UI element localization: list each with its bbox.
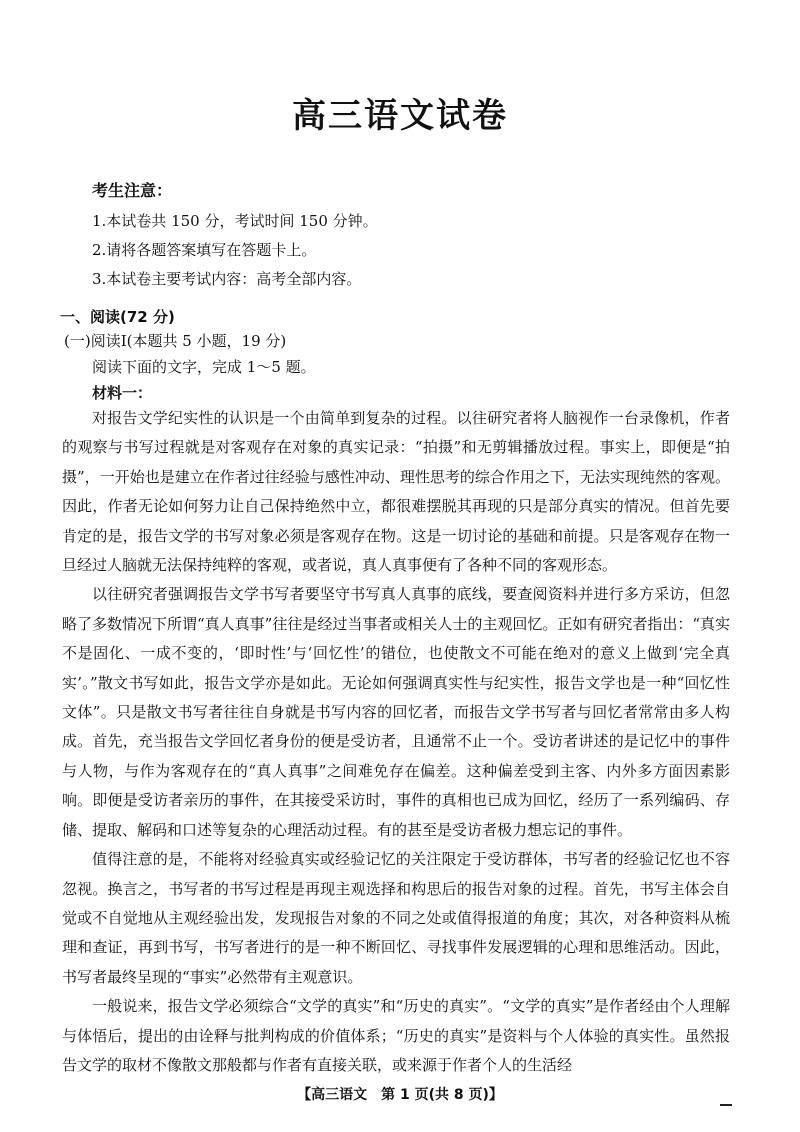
page-footer: 【高三语文 第 1 页(共 8 页)】 xyxy=(297,1087,503,1103)
examinee-notice xyxy=(92,178,692,294)
reading-instruction: 阅读下面的文字，完成 1～5 题。 xyxy=(92,358,316,376)
reading-passage xyxy=(62,404,730,1080)
notice-item: 2.请将各题答案填写在答题卡上。 xyxy=(92,241,317,259)
section-heading: 一、阅读(72 分) xyxy=(60,308,175,326)
notice-item: 3.本试卷主要考试内容：高考全部内容。 xyxy=(92,270,362,288)
passage-paragraph: 值得注意的是，不能将对经验真实或经验记忆的关注限定于受访群体，书写者的经验记忆也不容忽视。换言之，书写者的书写过程是再现主观选择和构思后的报告对象的过程。首先，书写主体会自觉或不自觉地从主观经验出发，发现报告对象的不同之处或值得报道的角度；其次，对各种资料从梳理和查证，再到书写，书写者进行的是一种不断回忆、寻找事件发展逻辑的心理和思维活动。因此，书写者最终呈现的“事实”必然带有主观意识。 xyxy=(62,850,730,986)
passage-paragraph: 以往研究者强调报告文学书写者要坚守书写真人真事的底线，要查阅资料并进行多方采访，但忽略了多数情况下所谓“真人真事”往往是经过当事者或相关人士的主观回忆。正如有研究者指出：“真实不是固化、一成不变的，‘即时性’与‘回忆性’的错位，也使散文不可能在绝对的意义上做到‘完全真实’。”散文书写如此，报告文学亦是如此。无论如何强调真实性与纪实性，报告文学也是一种“回忆性文体”。只是散文书写者往往自身就是书写内容的回忆者，而报告文学书写者与回忆者常常由多人构成。首先，充当报告文学回忆者身份的便是受访者，且通常不止一个。受访者讲述的是记忆中的事件与人物，与作为客观存在的“真人真事”之间难免存在偏差。这种偏差受到主客、内外多方面因素影响。即便是受访者亲历的事件，在其接受采访时，事件的真相也已成为回忆，经历了一系列编码、存储、提取、解码和口述等复杂的心理活动过程。有的甚至是受访者极力想忘记的事件。 xyxy=(62,585,731,839)
page-title: 高三语文试卷 xyxy=(292,96,508,136)
passage-paragraph: 一般说来，报告文学必须综合“文学的真实”和“历史的真实”。“文学的真实”是作者经由个人理解与体悟后，提出的由诠释与批判构成的价值体系；“历史的真实”是资料与个人体验的真实性。虽然报告文学的取材不像散文那般都与作者有直接关联，或来源于作者个人的生活经 xyxy=(62,997,730,1074)
notice-heading: 考生注意： xyxy=(92,181,173,200)
notice-item: 1.本试卷共 150 分，考试时间 150 分钟。 xyxy=(92,212,378,230)
corner-mark xyxy=(720,1104,732,1106)
material-label: 材料一： xyxy=(92,384,153,402)
passage-paragraph: 对报告文学纪实性的认识是一个由简单到复杂的过程。以往研究者将人脑视作一台录像机，作者的观察与书写过程就是对客观存在对象的真实记录：“拍摄”和无剪辑播放过程。事实上，即便是“拍摄”，一开始也是建立在作者过往经验与感性冲动、理性思考的综合作用之下，无法实现纯然的客观。因此，作者无论如何努力让自己保持绝然中立，都很难摆脱其再现的只是部分真实的情况。但首先要肯定的是，报告文学的书写对象必须是客观存在物。这是一切讨论的基础和前提。只是客观存在物一旦经过人脑就无法保持纯粹的客观，或者说，真人真事便有了各种不同的客观形态。 xyxy=(62,409,730,575)
subsection-heading: (一)阅读Ⅰ(本题共 5 小题，19 分) xyxy=(64,332,287,350)
